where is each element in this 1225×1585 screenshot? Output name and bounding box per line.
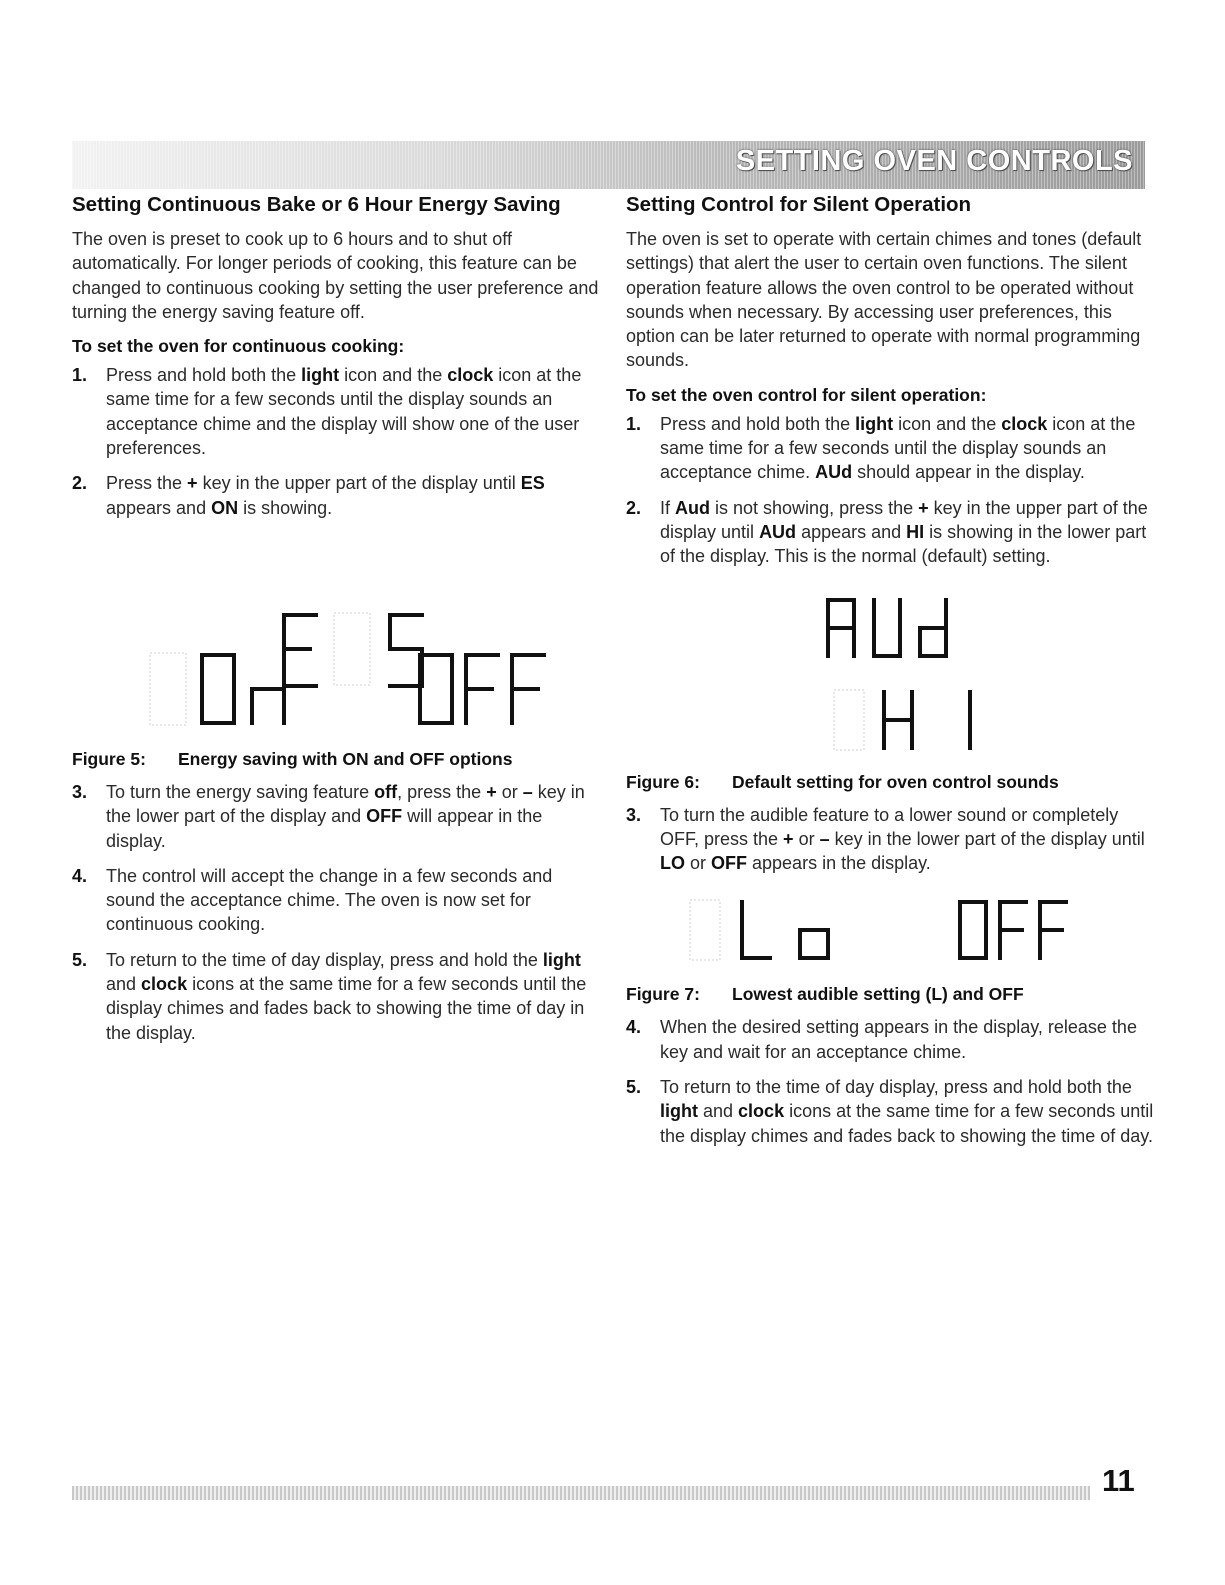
figure-caption-text: Energy saving with ON and OFF options [178, 748, 513, 769]
keyword: AUd [815, 462, 853, 483]
lcd-char-U [872, 598, 902, 658]
step-text: Press and hold both the [106, 365, 302, 386]
figure-6-lcd-svg [626, 580, 1154, 772]
keyword: + [486, 781, 497, 802]
lcd-char-O [150, 653, 236, 725]
step-text: and [106, 974, 142, 995]
step-text: and [698, 1101, 739, 1122]
figure-7-display [626, 886, 1154, 984]
step-text: icons at the same time for a few seconds until the display chimes and fades back to showing the time of day. [660, 1101, 1154, 1146]
figure-7-lcd-svg [626, 886, 1154, 984]
figure-6-caption [626, 772, 1154, 793]
lcd-char-A [826, 598, 856, 658]
keyword: – [522, 781, 533, 802]
figure-number: Figure 7: [626, 984, 700, 1005]
keyword: HI [906, 521, 925, 542]
right-steps-continued [626, 1015, 1154, 1147]
step-text: Press the [106, 473, 188, 494]
section-header-band [72, 141, 1145, 189]
keyword: light [855, 413, 894, 434]
right-steps [626, 412, 1154, 569]
lcd-char-F-4 [1038, 900, 1068, 960]
lcd-char-F-2 [510, 653, 546, 725]
step-text: or [496, 781, 523, 802]
step-text: or [685, 853, 712, 874]
left-step-2 [72, 471, 600, 520]
step-text: key in the upper part of the display until [197, 473, 521, 494]
step-text: To turn the audible feature to a lower sound or completely OFF, press the [660, 804, 1119, 849]
page-number: 11 [1102, 1463, 1135, 1498]
lcd-char-I [968, 690, 972, 750]
figure-5-caption [72, 749, 600, 770]
left-step-4 [72, 864, 600, 937]
left-heading: Setting Continuous Bake or 6 Hour Energy Saving [72, 193, 561, 216]
step-number: 1. [626, 413, 642, 434]
keyword: off [374, 781, 398, 802]
right-step-1 [626, 412, 1154, 485]
figure-6-display [626, 580, 1154, 772]
keyword: – [819, 828, 830, 849]
step-text: will appear in the display. [106, 806, 543, 851]
left-steps [72, 363, 600, 520]
step-text: appears and [106, 497, 212, 518]
step-text: appears and [796, 521, 907, 542]
right-heading: Setting Control for Silent Operation [626, 193, 972, 216]
keyword: clock [1001, 413, 1048, 434]
step-number: 1. [72, 365, 88, 386]
keyword: clock [141, 974, 188, 995]
step-text: key in the lower part of the display and [106, 781, 585, 827]
step-number: 5. [626, 1077, 642, 1098]
step-text: key in the lower part of the display until [829, 828, 1145, 849]
footer-band [72, 1486, 1090, 1500]
step-text: is not showing, press the [710, 497, 919, 518]
step-text: To return to the time of day display, press and hold the [106, 949, 543, 970]
step-text: icon and the [339, 365, 448, 386]
figure-number: Figure 6: [626, 771, 700, 792]
lcd-char-E [282, 613, 318, 688]
step-text: icon and the [893, 413, 1002, 434]
lcd-char-L [740, 900, 772, 960]
keyword: + [918, 497, 929, 518]
keyword: Aud [675, 497, 711, 518]
right-step-5 [626, 1075, 1154, 1148]
keyword: clock [447, 365, 494, 386]
step-text: If [660, 497, 676, 518]
figure-caption-text: Lowest audible setting (L) and OFF [732, 984, 1024, 1005]
step-number: 2. [72, 473, 88, 494]
right-subheading: To set the oven control for silent operation: [626, 384, 987, 405]
keyword: + [783, 828, 794, 849]
step-number: 4. [626, 1017, 642, 1038]
right-step-2 [626, 496, 1154, 569]
keyword: OFF [366, 806, 403, 827]
right-step-3 [626, 803, 1154, 876]
figure-caption-text: Default setting for oven control sounds [732, 771, 1059, 792]
left-steps-continued [72, 780, 600, 1045]
step-text: When the desired setting appears in the display, release the key and wait for an acceptance chime. [660, 1017, 1137, 1062]
step-text: appears in the display. [747, 853, 931, 874]
step-text: is showing in the lower part of the display. This is the normal (default) setting. [660, 521, 1147, 567]
left-step-3 [72, 780, 600, 853]
left-column [72, 189, 600, 1056]
figure-7-caption [626, 984, 1154, 1005]
keyword: ES [520, 473, 545, 494]
keyword: light [660, 1101, 698, 1122]
right-intro: The oven is set to operate with certain chimes and tones (default settings) that alert the user to certain oven functions. The silent operation feature allows the oven control to be operated without sounds when necessary. By accessing user preferences, this option can be later returned to operate with normal programming sounds. [626, 229, 1142, 371]
right-column [626, 189, 1154, 1159]
lcd-char-d [918, 598, 948, 658]
keyword: light [542, 949, 581, 970]
lcd-char-o [798, 928, 830, 960]
step-text: icon at the same time for a few seconds until the display sounds an acceptance chime. [660, 413, 1136, 483]
keyword: light [301, 365, 340, 386]
step-text: or [793, 828, 820, 849]
figure-5-lcd-svg [72, 531, 600, 749]
step-text: is showing. [238, 497, 333, 518]
lcd-char-H [882, 690, 914, 750]
figure-number: Figure 5: [72, 748, 146, 769]
keyword: LO [660, 853, 685, 874]
step-text: key in the upper part of the display until [660, 497, 1148, 542]
step-number: 5. [72, 949, 88, 970]
step-number: 3. [72, 781, 88, 802]
keyword: AUd [759, 521, 797, 542]
left-intro: The oven is preset to cook up to 6 hours and to shut off automatically. For longer periods of cooking, this feature can be changed to continuous cooking by setting the user preference and turning the energy saving feature off. [72, 229, 599, 322]
step-text: should appear in the display. [852, 462, 1085, 483]
keyword: clock [738, 1101, 785, 1122]
step-text: The control will accept the change in a few seconds and sound the acceptance chime. The oven is now set for continuous cooking. [106, 865, 553, 935]
lcd-char-n [250, 687, 286, 725]
step-text: To return to the time of day display, press and hold both the [660, 1077, 1132, 1098]
step-number: 4. [72, 865, 88, 886]
step-text: To turn the energy saving feature [106, 781, 375, 802]
left-step-5 [72, 948, 600, 1045]
left-subheading: To set the oven for continuous cooking: [72, 336, 405, 357]
lcd-char-F [464, 653, 500, 725]
lcd-char-F-3 [998, 900, 1028, 960]
step-text: icons at the same time for a few seconds until the display chimes and fades back to showing the time of day in the display. [106, 974, 587, 1043]
keyword: + [187, 473, 198, 494]
keyword: OFF [711, 853, 748, 874]
step-number: 2. [626, 497, 642, 518]
lcd-char-O-3 [958, 900, 988, 960]
right-step-3-list [626, 803, 1154, 876]
keyword: ON [211, 497, 239, 518]
figure-5-display [72, 531, 600, 749]
section-title: SETTING OVEN CONTROLS [735, 145, 1133, 177]
left-step-1 [72, 363, 600, 460]
step-number: 3. [626, 804, 642, 825]
step-text: , press the [397, 781, 487, 802]
step-text: icon at the same time for a few seconds until the display sounds an acceptance chime and the display will show one of the user preferences. [106, 365, 582, 459]
step-text: Press and hold both the [660, 413, 856, 434]
right-step-4 [626, 1015, 1154, 1064]
